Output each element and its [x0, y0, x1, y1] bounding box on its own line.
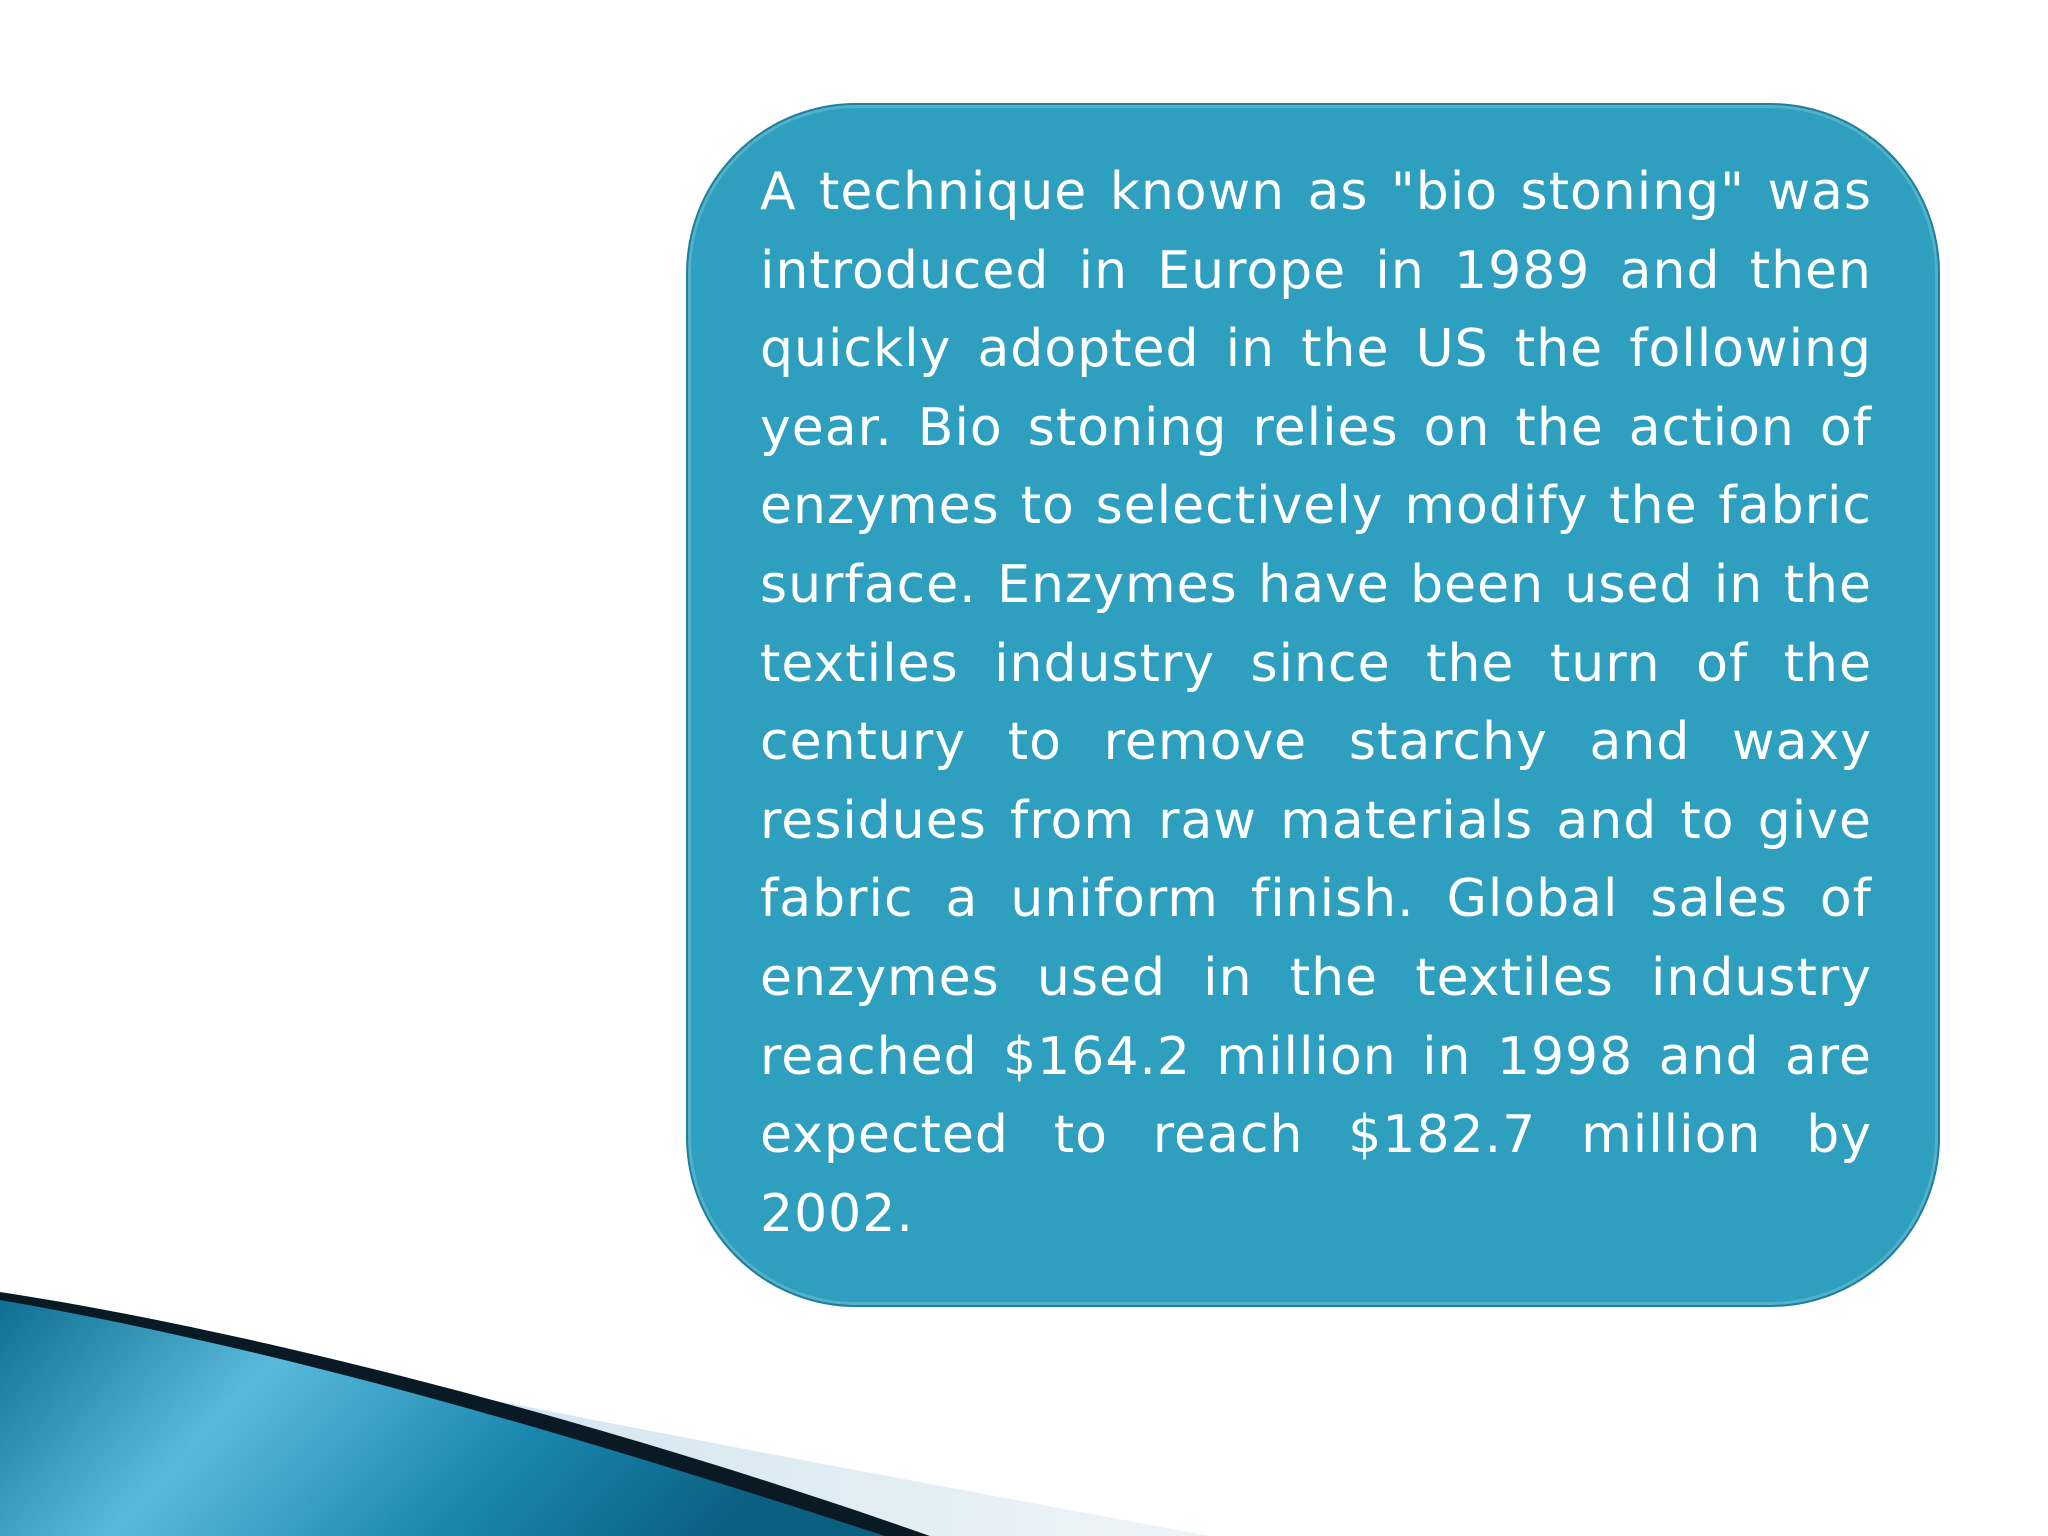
rounded-text-panel — [686, 103, 1940, 1307]
body-paragraph: A technique known as "bio stoning" was introduced in Europe in 1989 and then quickly adopted in the US the following year. Bio stoning relies on the action of enzymes to selectively modify the fabric surface. Enzymes have been used in the textiles industry since the turn of the century to remove starchy and waxy residues from raw materials and to give fabric a uniform finish. Global sales of enzymes used in the textiles industry reached $164.2 million in 1998 and are expected to reach $182.7 million by 2002. — [760, 162, 1872, 1244]
blue-swoosh — [0, 1300, 885, 1536]
